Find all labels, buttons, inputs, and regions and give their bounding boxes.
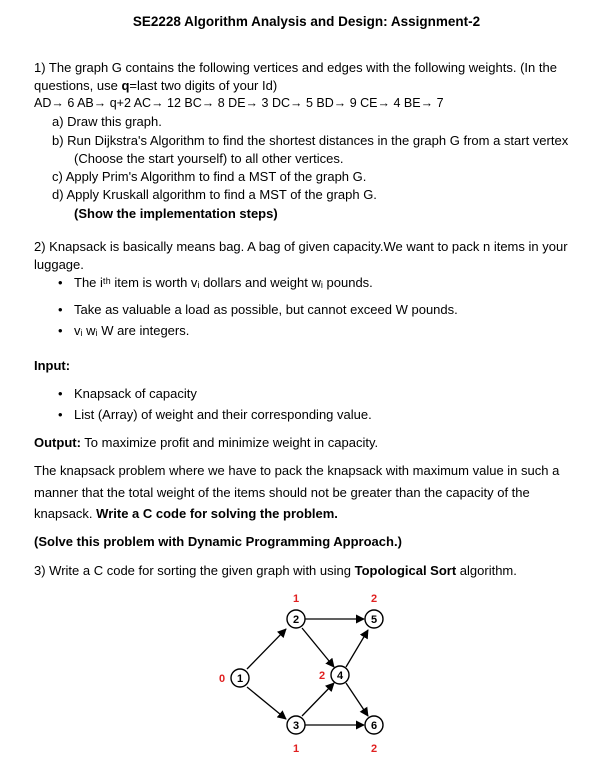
label-node-3: 1: [292, 743, 300, 755]
output-line: Output: To maximize profit and minimize weight in capacity.: [34, 435, 379, 450]
edge-4-6: [346, 683, 368, 716]
node-6: [365, 716, 383, 734]
svg-text:3: 3: [292, 720, 300, 732]
bullet-icon: •: [58, 302, 63, 317]
svg-text:1: 1: [236, 673, 244, 685]
label-node-6: 2: [370, 743, 378, 755]
label-node-2: 1: [292, 593, 300, 605]
svg-text:5: 5: [370, 614, 378, 626]
node-4: [331, 666, 349, 684]
edge-4-5: [346, 630, 368, 667]
edge-1-2: [247, 629, 286, 669]
svg-text:2: 2: [292, 614, 300, 626]
q1-b2: (Choose the start yourself) to all other vertices.: [74, 151, 344, 166]
q2-paragraph-2: manner that the total weight of the items should not be greater than the capacity of the: [34, 485, 530, 500]
q2-line1: 2) Knapsack is basically means bag. A bag of given capacity.We want to pack n items in your: [34, 239, 568, 254]
node-5: [365, 610, 383, 628]
q1-line2: questions, use q=last two digits of your Id): [34, 78, 278, 93]
q2-dp-note: (Solve this problem with Dynamic Programming Approach.): [34, 534, 402, 549]
q2-bullet3: vᵢ wᵢ W are integers.: [74, 323, 190, 338]
input-item-2: List (Array) of weight and their corresponding value.: [74, 407, 372, 422]
q1-line1: 1) The graph G contains the following vertices and edges with the following weights. (In the: [34, 60, 557, 75]
q1-edges: AD→ 6 AB→ q+2 AC→ 12 BC→ 8 DE→ 3 DC→ 5 BD→ 9 CE→ 4 BE→ 7: [34, 96, 444, 110]
svg-text:4: 4: [336, 670, 344, 682]
q1-b1: b) Run Dijkstra's Algorithm to find the shortest distances in the graph G from a start vertex: [52, 133, 569, 148]
node-3: [287, 716, 305, 734]
node-1: [231, 669, 249, 687]
q2-paragraph-1: The knapsack problem where we have to pack the knapsack with maximum value in such a: [34, 463, 560, 478]
edge-1-3: [247, 687, 286, 719]
q2-bullet2: Take as valuable a load as possible, but cannot exceed W pounds.: [74, 302, 458, 317]
bullet-icon: •: [58, 386, 63, 401]
edge-3-4: [302, 683, 334, 716]
svg-text:6: 6: [370, 720, 378, 732]
label-node-5: 2: [370, 593, 378, 605]
q1-c: c) Apply Prim's Algorithm to find a MST of the graph G.: [52, 169, 367, 184]
q3-line: 3) Write a C code for sorting the given graph with using Topological Sort algorithm.: [34, 563, 517, 578]
edge-2-4: [302, 628, 334, 667]
label-node-4: 2: [318, 670, 326, 682]
input-item-1: Knapsack of capacity: [74, 386, 197, 401]
bullet-icon: •: [58, 275, 63, 290]
node-2: [287, 610, 305, 628]
q1-d: d) Apply Kruskall algorithm to find a MST of the graph G.: [52, 187, 377, 202]
bullet-icon: •: [58, 323, 63, 338]
q2-paragraph-3: knapsack. Write a C code for solving the problem.: [34, 506, 338, 521]
bullet-icon: •: [58, 407, 63, 422]
q1-a: a) Draw this graph.: [52, 114, 162, 129]
q2-line2: luggage.: [34, 257, 84, 272]
q2-bullet1: The iᵗʰ item is worth vᵢ dollars and weight wᵢ pounds.: [74, 275, 373, 290]
label-node-1: 0: [218, 673, 226, 685]
q1-show: (Show the implementation steps): [74, 206, 278, 221]
input-label: Input:: [34, 358, 71, 373]
page-title: SE2228 Algorithm Analysis and Design: Assignment-2: [132, 14, 481, 29]
